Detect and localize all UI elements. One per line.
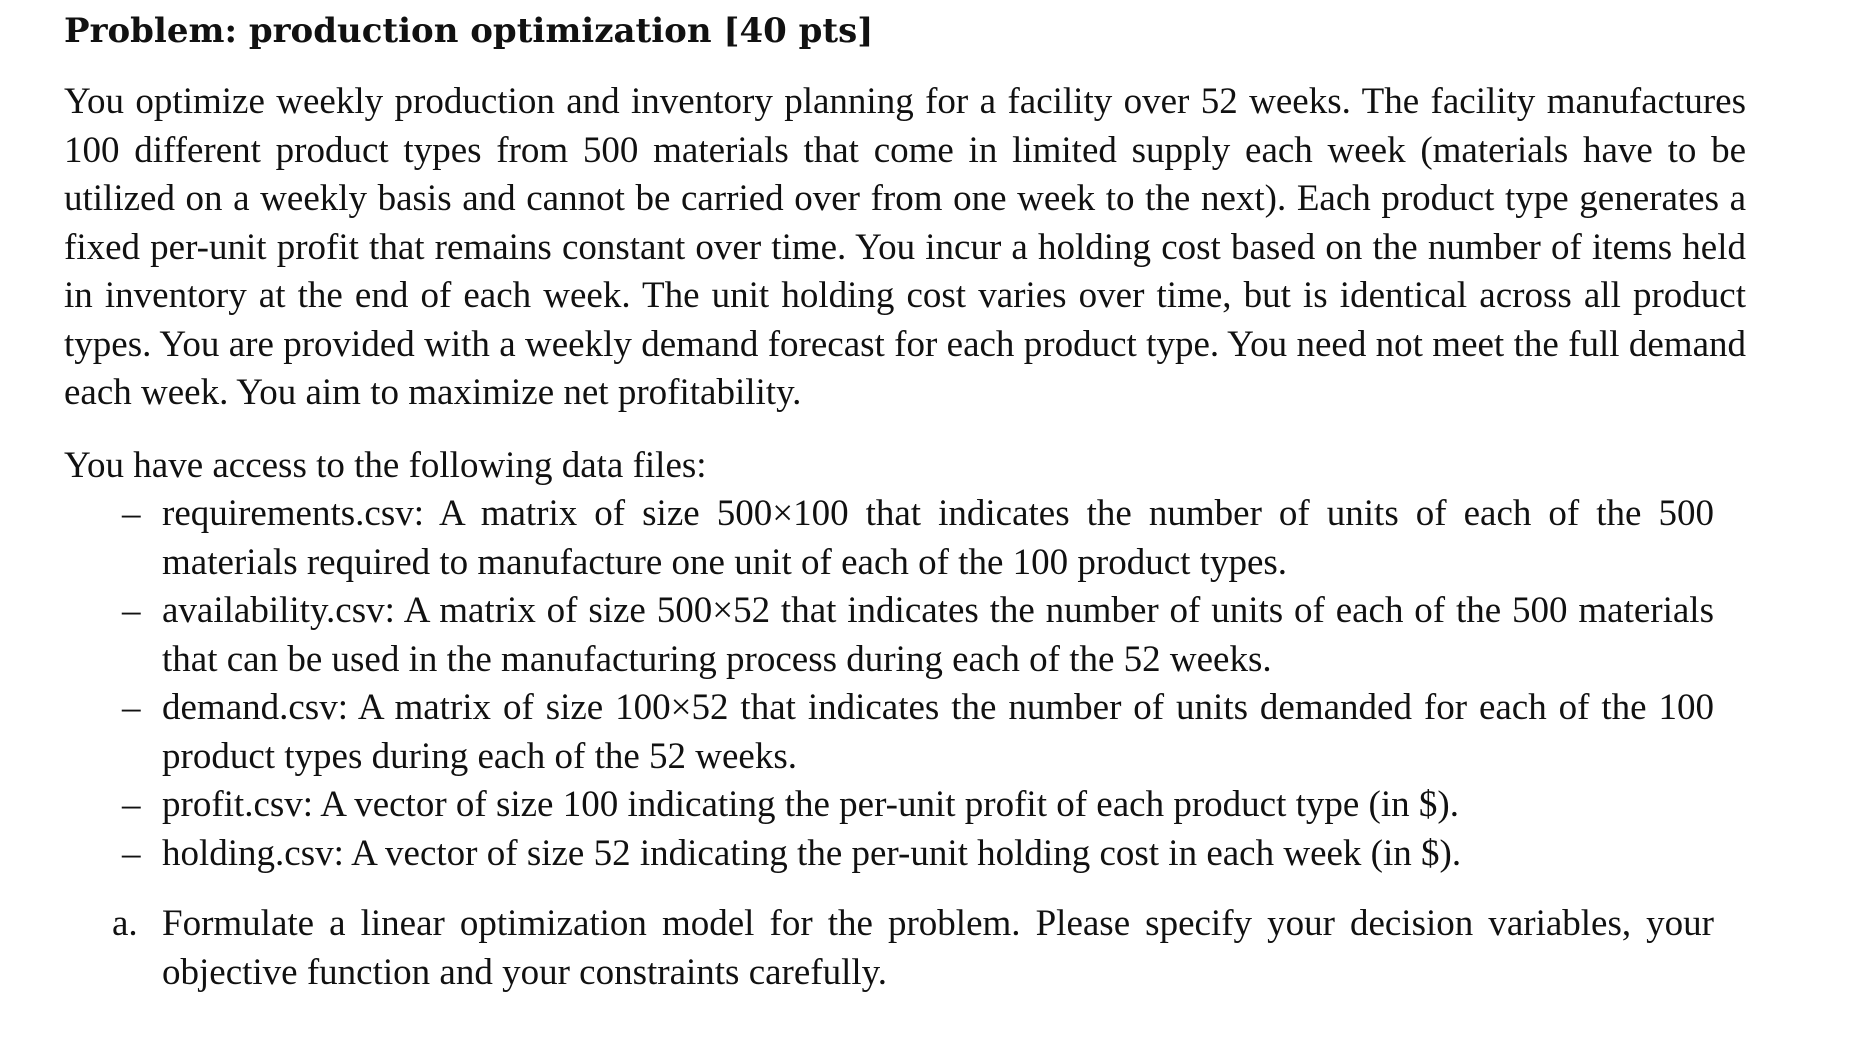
data-files-list [64, 490, 1714, 878]
file-description: profit.csv: A vector of size 100 indicating the per-unit profit of each product type (in $). [162, 784, 1459, 825]
file-description: holding.csv: A vector of size 52 indicating the per-unit holding cost in each week (in $). [162, 832, 1462, 874]
list-item [122, 684, 1714, 781]
dash-bullet: – [122, 832, 141, 874]
part-label: a. [112, 903, 138, 944]
list-item [122, 830, 1714, 879]
list-item [122, 587, 1714, 684]
list-item [122, 781, 1714, 830]
file-description: availability.csv: A matrix of size 500×52 that indicates the number of units of each of the 500 materials that can be used in the manufacturing process during each of the 52 weeks. [162, 590, 1714, 680]
problem-description: You optimize weekly production and inventory planning for a facility over 52 weeks. The facility manufactures 100 different product types from 500 materials that come in limited supply each week (materials have to be utilized on a weekly basis and cannot be carried over from one week to the next). Each product type generates a fixed per-unit profit that remains constant over time. You incur a holding cost based on the number of items held in inventory at the end of each week. The unit holding cost varies over time, but is identical across all product types. You are provided with a weekly demand forecast for each product type. You need not meet the full demand each week. You aim to maximize net profitability. [64, 81, 1746, 413]
data-files-intro: You have access to the following data files: [64, 444, 707, 486]
file-description: demand.csv: A matrix of size 100×52 that indicates the number of units demanded for each of the 100 product types during each of the 52 weeks. [162, 687, 1714, 777]
problem-title: Problem: production optimization [40 pts] [64, 11, 874, 51]
dash-bullet: – [122, 590, 141, 631]
question-part-a [64, 900, 1714, 997]
dash-bullet: – [122, 493, 141, 534]
dash-bullet: – [122, 687, 141, 728]
dash-bullet: – [122, 784, 141, 825]
part-text: Formulate a linear optimization model for the problem. Please specify your decision variables, your objective function and your constraints carefully. [162, 903, 1714, 993]
file-description: requirements.csv: A matrix of size 500×100 that indicates the number of units of each of the 500 materials required to manufacture one unit of each of the 100 product types. [162, 493, 1714, 583]
list-item [122, 490, 1714, 587]
